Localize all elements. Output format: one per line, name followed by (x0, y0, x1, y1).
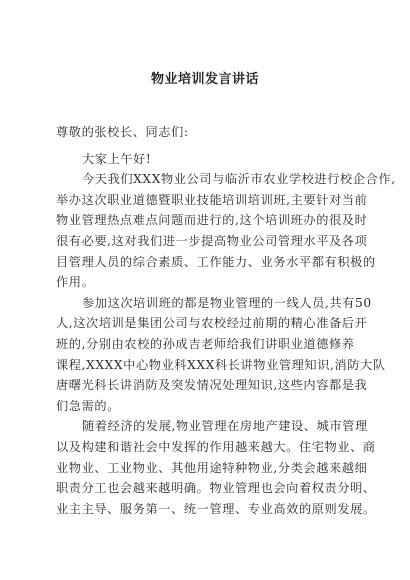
paragraph-1 (56, 169, 396, 293)
paragraph-2 (56, 293, 386, 417)
paragraph-line: 职责分工也会越来越明确。物业管理也会向着权责分明、 (56, 481, 376, 496)
document-body (56, 122, 396, 519)
greeting: 大家上午好! (82, 151, 152, 166)
paragraph-line: 参加这次培训班的都是物业管理的一线人员,共有50 (82, 295, 372, 310)
paragraph-line: 业主主导、服务第一、统一管理、专业高效的原则发展。 (56, 501, 376, 516)
paragraph-line: 物业管理热点难点问题而进行的,这个培训班办的很及时 (56, 213, 368, 228)
salutation: 尊敬的张校长、同志们: (56, 125, 189, 139)
paragraph-line: 很有必要,这对我们进一步提高物业公司管理水平及各项 (56, 233, 368, 248)
paragraph-line: 们急需的。 (56, 398, 120, 413)
document-title: 物业培训发言讲话 (150, 72, 259, 87)
paragraph-line: 随着经济的发展,物业管理在房地产建设、城市管理 (82, 419, 368, 434)
paragraph-line: 目管理人员的综合素质、工作能力、业务水平都有积极的 (56, 254, 376, 269)
paragraph-line: 唐曙光科长讲消防及突发情况处理知识,这些内容都是我 (56, 378, 368, 393)
paragraph-line: 作用。 (56, 275, 95, 290)
paragraph-line: 班的,分别由农校的孙成吉老师给我们讲职业道德修养 (56, 336, 355, 351)
paragraph-line: 课程,XXXX中心物业科XXX科长讲物业管理知识,消防大队 (56, 357, 386, 372)
paragraph-line: 业物业、工业物业、其他用途特种物业,分类会越来越细 (56, 460, 368, 475)
paragraph-line: 举办这次职业道德暨职业技能培训培训班,主要针对当前 (56, 192, 368, 207)
paragraph-line: 人,这次培训是集团公司与农校经过前期的精心准备后开 (56, 316, 368, 331)
paragraph-line: 以及构建和谐社会中发挥的作用越来越大。住宅物业、商 (56, 439, 376, 454)
paragraph-3 (56, 416, 376, 519)
paragraph-line: 今天我们XXX物业公司与临沂市农业学校进行校企合作, (82, 172, 396, 187)
